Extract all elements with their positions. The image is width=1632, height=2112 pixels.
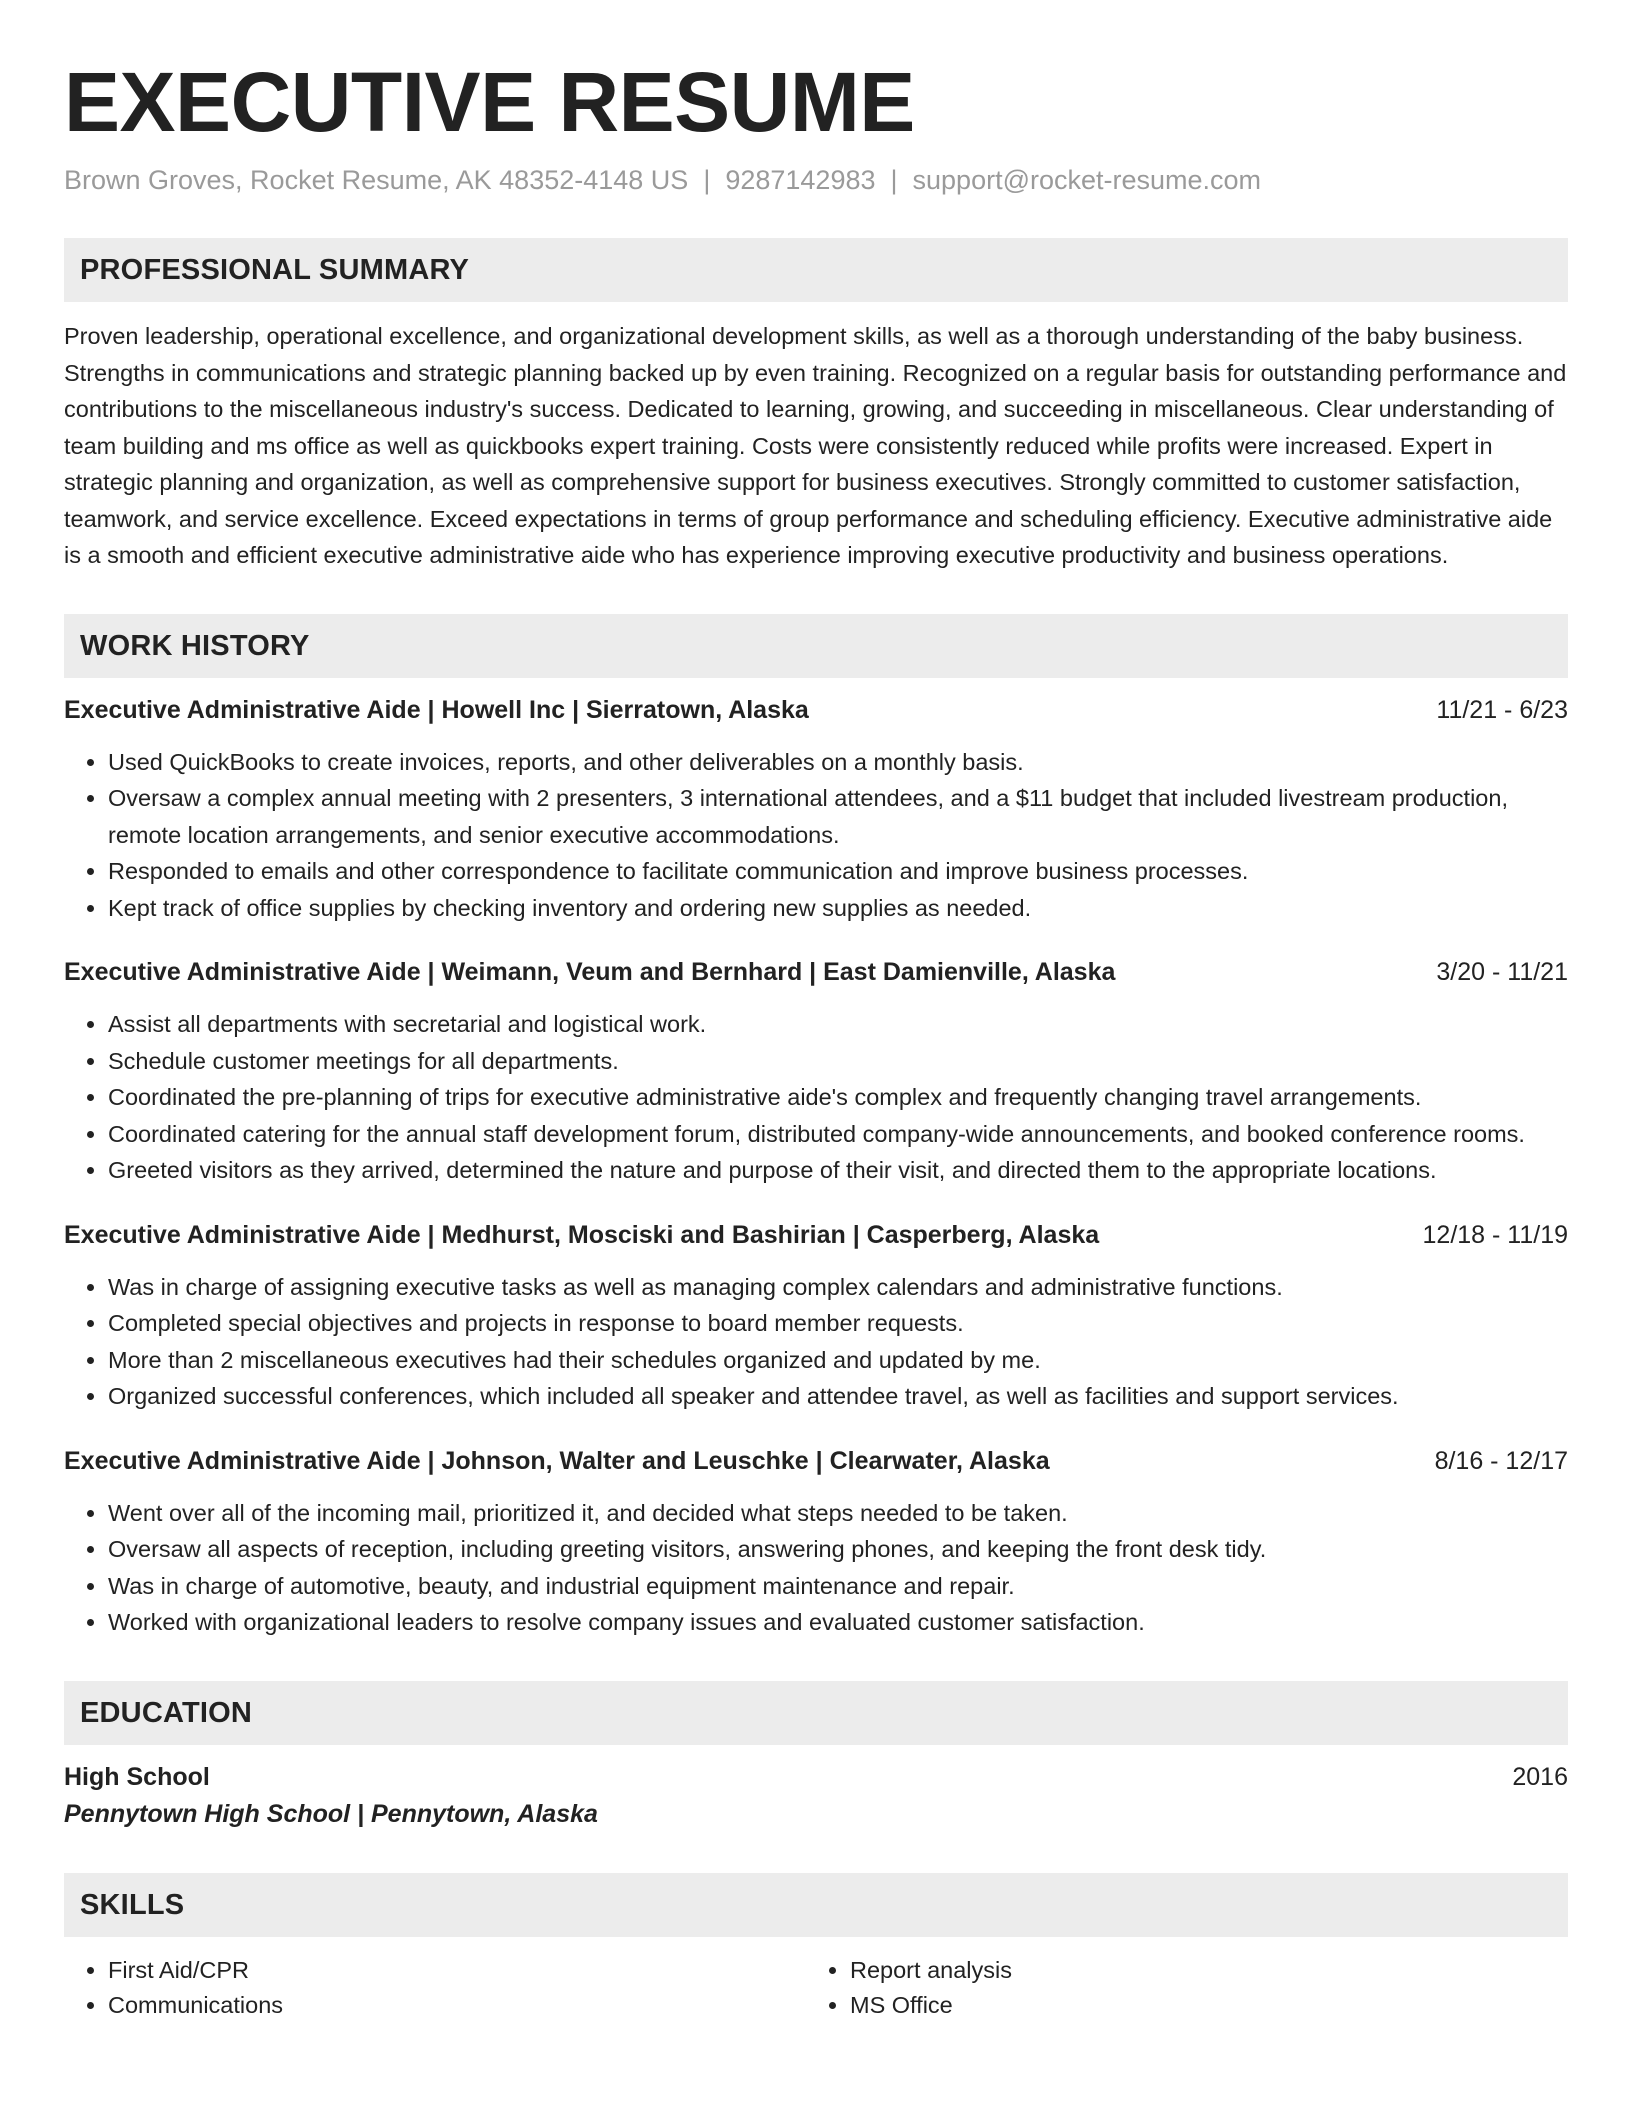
job-header [64, 1217, 1568, 1253]
job-dates: 8/16 - 12/17 [1434, 1446, 1568, 1475]
job-bullet: • Was in charge of assigning executive tasks as well as managing complex calendars and administrative functions. [108, 1269, 1568, 1306]
resume-content [64, 52, 1568, 2023]
job-bullet: • Assist all departments with secretarial and logistical work. [108, 1006, 1568, 1043]
job-bullet: • Worked with organizational leaders to resolve company issues and evaluated customer satisfaction. [108, 1604, 1568, 1641]
job-dates: 12/18 - 11/19 [1422, 1220, 1568, 1249]
education-entry [64, 1759, 1568, 1833]
job-bullets [64, 1269, 1568, 1415]
job-entry [64, 692, 1568, 927]
education-year: 2016 [1512, 1762, 1568, 1791]
job-heading: Executive Administrative Aide | Medhurst, Mosciski and Bashirian | Casperberg, Alaska [64, 1220, 1100, 1249]
resume-title: EXECUTIVE RESUME [64, 55, 915, 149]
job-bullet: • Kept track of office supplies by checking inventory and ordering new supplies as needed. [108, 890, 1568, 927]
job-bullet: • Greeted visitors as they arrived, determined the nature and purpose of their visit, and directed them to the appropriate locations. [108, 1152, 1568, 1189]
education-header [64, 1759, 1568, 1795]
skill-item: • First Aid/CPR [108, 1953, 806, 1988]
job-bullet: • Used QuickBooks to create invoices, reports, and other deliverables on a monthly basis. [108, 744, 1568, 781]
skills-column-left [64, 1953, 806, 2023]
job-entry [64, 1217, 1568, 1415]
job-bullet: • Went over all of the incoming mail, prioritized it, and decided what steps needed to be taken. [108, 1495, 1568, 1532]
job-bullet: • More than 2 miscellaneous executives had their schedules organized and updated by me. [108, 1342, 1568, 1379]
job-bullet: • Organized successful conferences, which included all speaker and attendee travel, as well as facilities and support services. [108, 1378, 1568, 1415]
job-bullet: • Was in charge of automotive, beauty, and industrial equipment maintenance and repair. [108, 1568, 1568, 1605]
job-bullet: • Schedule customer meetings for all departments. [108, 1043, 1568, 1080]
job-dates: 11/21 - 6/23 [1436, 695, 1568, 724]
education-school: Pennytown High School | Pennytown, Alaska [64, 1799, 598, 1828]
job-dates: 3/20 - 11/21 [1436, 958, 1568, 986]
summary-text: Proven leadership, operational excellence, and organizational development skills, as well as a thorough understanding of the baby business. Strengths in communications and strategic planning backed up by even training. Recognized on a regular basis for outstanding performance and contributions to the miscellaneous industry's success. Dedicated to learning, growing, and succeeding in miscellaneous. Clear understanding of team building and ms office as well as quickbooks expert training. Costs were consistently reduced while profits were increased. Expert in strategic planning and organization, as well as comprehensive support for business executives. Strongly committed to customer satisfaction, teamwork, and service excellence. Exceed expectations in terms of group performance and scheduling efficiency. Executive administrative aide is a smooth and efficient executive administrative aide who has experience improving executive productivity and business operations. [64, 323, 1567, 568]
job-bullets [64, 744, 1568, 927]
job-bullet: • Responded to emails and other correspondence to facilitate communication and improve business processes. [108, 853, 1568, 890]
skills-list [64, 1953, 1568, 2023]
job-bullet: • Coordinated the pre-planning of trips for executive administrative aide's complex and frequently changing travel arrangements. [108, 1079, 1568, 1116]
skill-item: • Communications [108, 1988, 806, 2023]
contact-address: Brown Groves, Rocket Resume, AK 48352-4148 US [64, 165, 689, 195]
skill-item: • MS Office [850, 1988, 1548, 2023]
job-header [64, 692, 1568, 728]
job-header [64, 954, 1568, 990]
job-heading: Executive Administrative Aide | Howell Inc | Sierratown, Alaska [64, 695, 809, 724]
contact-line [64, 162, 1568, 198]
job-entry [64, 1443, 1568, 1641]
education-degree: High School [64, 1762, 210, 1791]
section-header-education: EDUCATION [64, 1681, 1568, 1745]
skill-item: • Report analysis [850, 1953, 1548, 1988]
job-bullet: • Oversaw a complex annual meeting with 2 presenters, 3 international attendees, and a $11 budget that included livestream production, remote location arrangements, and senior executive accommodations. [108, 780, 1568, 853]
job-bullets [64, 1006, 1568, 1189]
job-bullet: • Coordinated catering for the annual staff development forum, distributed company-wide announcements, and booked conference rooms. [108, 1116, 1568, 1153]
job-heading: Executive Administrative Aide | Weimann, Veum and Bernhard | East Damienville, Alaska [64, 958, 1116, 986]
contact-phone: 9287142983 [725, 165, 876, 195]
section-header-work-history: WORK HISTORY [64, 614, 1568, 678]
skills-column-right [806, 1953, 1548, 2023]
job-heading: Executive Administrative Aide | Johnson, Walter and Leuschke | Clearwater, Alaska [64, 1446, 1050, 1475]
section-header-skills: SKILLS [64, 1873, 1568, 1937]
job-bullet: • Oversaw all aspects of reception, including greeting visitors, answering phones, and keeping the front desk tidy. [108, 1531, 1568, 1568]
job-header [64, 1443, 1568, 1479]
section-header-summary: PROFESSIONAL SUMMARY [64, 238, 1568, 302]
contact-separator: | [703, 165, 711, 195]
job-bullet: • Completed special objectives and projects in response to board member requests. [108, 1305, 1568, 1342]
job-bullets [64, 1495, 1568, 1641]
contact-email: support@rocket-resume.com [912, 165, 1262, 195]
contact-separator: | [890, 165, 898, 195]
job-entry [64, 954, 1568, 1189]
